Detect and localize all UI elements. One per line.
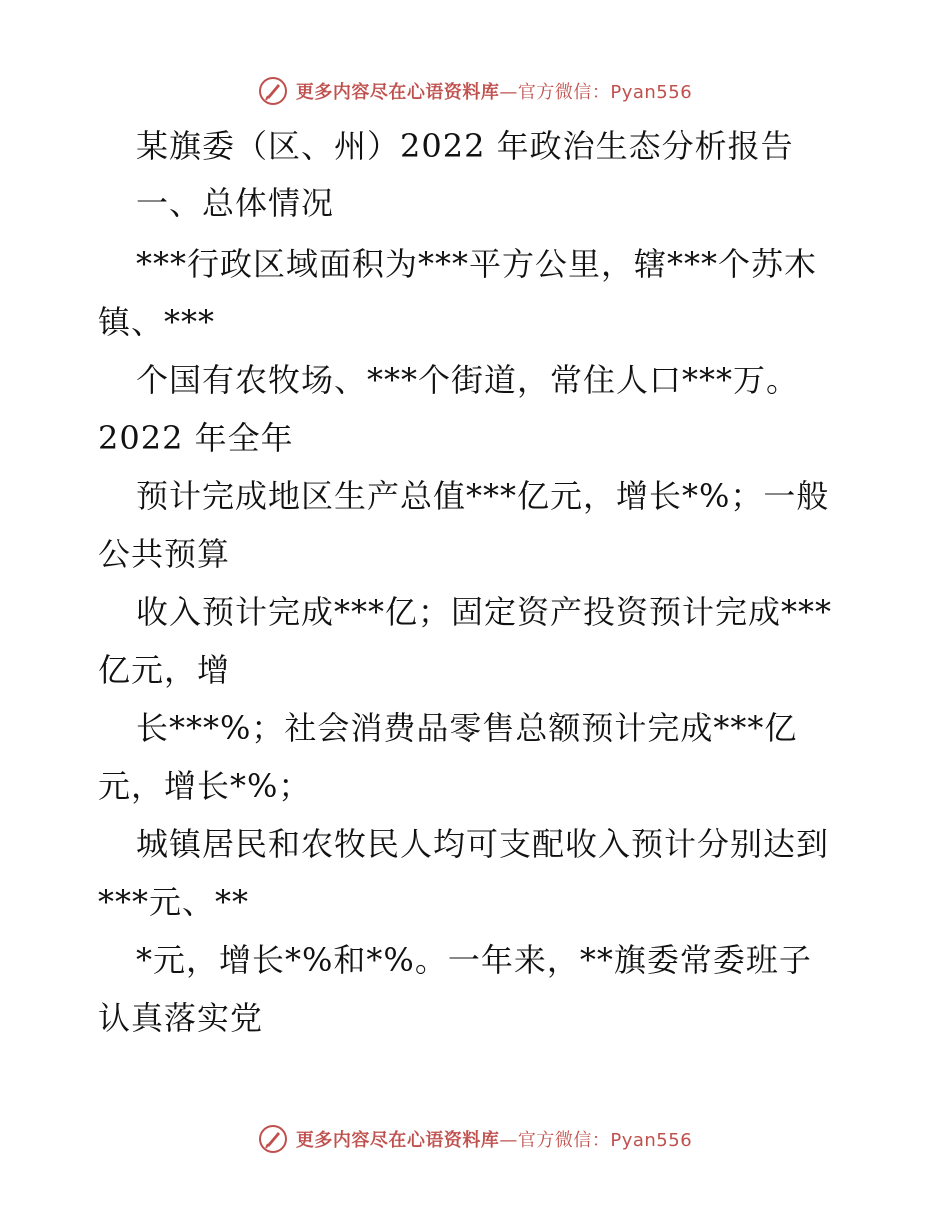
body-line: 个国有农牧场、***个街道，常住人口***万。 [136,361,800,399]
body-line: 元，增长*%； [98,767,312,805]
body-line: 城镇居民和农牧民人均可支配收入预计分别达到 [136,825,830,863]
watermark-text: 更多内容尽在心语资料库 [295,1130,500,1151]
body-line: 亿元，增 [98,651,231,689]
quill-logo-icon [258,1124,288,1154]
body-line: ***元、** [98,883,250,921]
watermark-contact: —官方微信：Pyan556 [499,82,693,103]
document-title: 某旗委（区、州）2022 年政治生态分析报告 [136,127,794,165]
section-heading: 一、总体情况 [136,184,335,222]
body-line: 收入预计完成***亿；固定资产投资预计完成*** [136,593,833,631]
watermark-text: 更多内容尽在心语资料库 [295,82,500,103]
watermark-footer [0,1119,950,1159]
body-line: 认真落实党 [98,999,264,1037]
quill-logo-icon [258,76,288,106]
watermark-contact: —官方微信：Pyan556 [499,1130,693,1151]
body-line: *元，增长*%和*%。一年来，**旗委常委班子 [136,941,812,979]
body-line: 公共预算 [98,535,231,573]
body-line: 预计完成地区生产总值***亿元，增长*%；一般 [136,477,830,515]
body-line: ***行政区域面积为***平方公里，辖***个苏木 [136,245,818,283]
body-line: 镇、*** [98,303,216,341]
body-line: 长***%；社会消费品零售总额预计完成***亿 [136,709,798,747]
watermark-header [0,71,950,111]
body-line: 2022 年全年 [98,419,294,457]
